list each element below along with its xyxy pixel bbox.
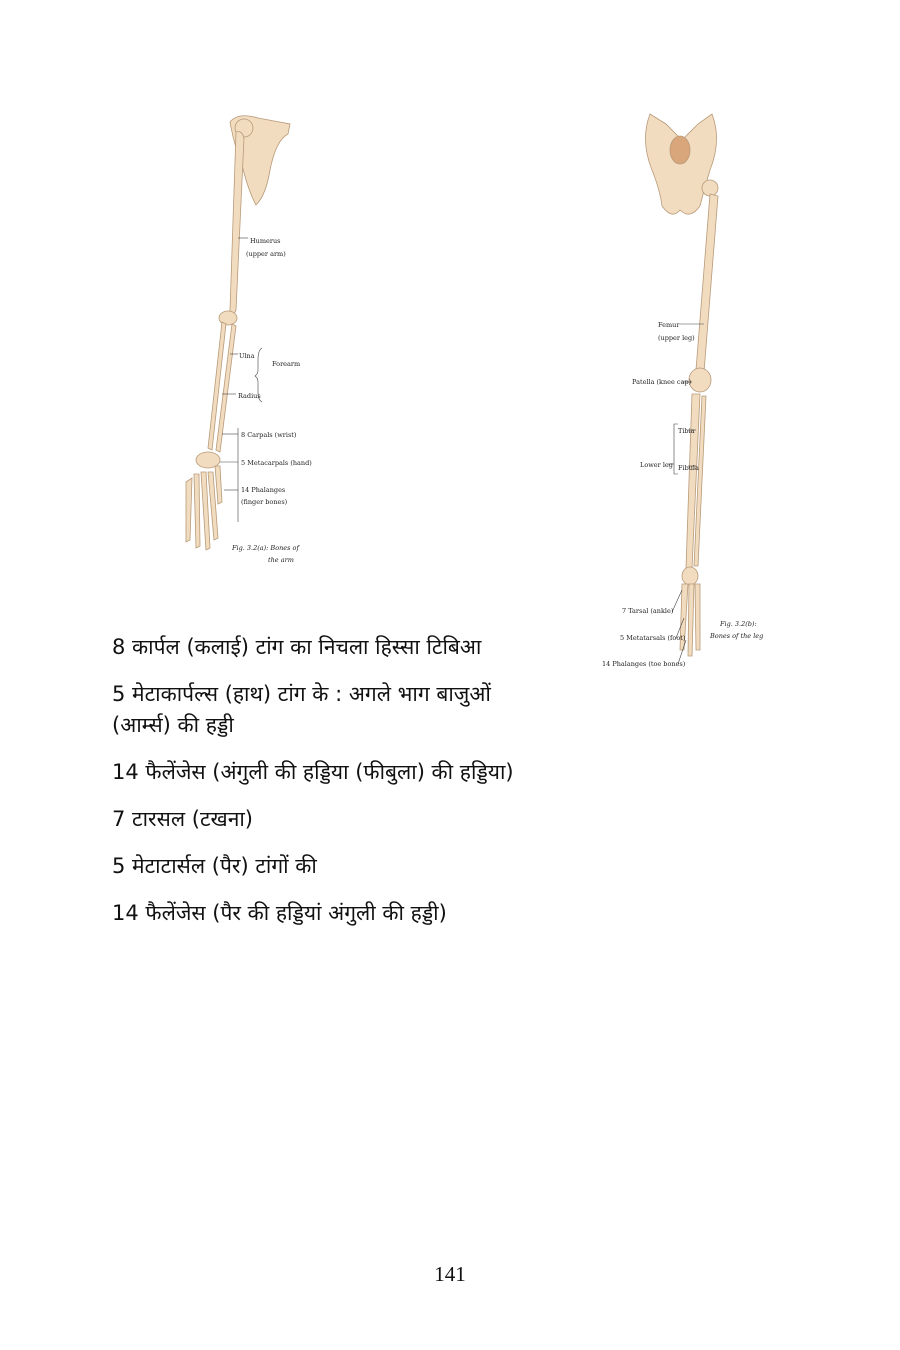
label-humerus-sub: (upper arm) — [246, 250, 286, 258]
arm-caption-line1: Fig. 3.2(a): Bones of — [232, 544, 299, 552]
label-lower-leg: Lower leg — [640, 461, 673, 469]
label-carpals: 8 Carpals (wrist) — [241, 431, 297, 439]
label-metatarsals: 5 Metatarsals (foot) — [620, 634, 686, 642]
label-metacarpals: 5 Metacarpals (hand) — [241, 459, 312, 467]
label-radius: Radius — [238, 392, 261, 400]
leg-caption-line1: Fig. 3.2(b): — [720, 620, 757, 628]
text-line-phalanges-toes: 14 फैलेंजेस (पैर की हड्डियां अंगुली की हड्डी) — [112, 901, 447, 925]
label-humerus: Humerus — [250, 237, 281, 245]
label-phalanges: 14 Phalanges (toe bones) — [602, 660, 686, 668]
label-ulna: Ulna — [239, 352, 255, 360]
label-phalanges-sub: (finger bones) — [241, 498, 288, 506]
label-forearm: Forearm — [272, 360, 301, 368]
text-line-metatarsal: 5 मेटाटार्सल (पैर) टांगों की — [112, 854, 317, 878]
arm-bones-figure — [178, 110, 318, 570]
text-line-phalanges-fingers: 14 फैलेंजेस (अंगुली की हड्डिया (फीबुला) की हड्डिया) — [112, 760, 514, 784]
label-femur: Femur — [658, 321, 680, 329]
page-number: 141 — [434, 1262, 466, 1286]
label-phalanges: 14 Phalanges — [241, 486, 286, 494]
text-line-carpals: 8 कार्पल (कलाई) टांग का निचला हिस्सा टिबिआ — [112, 635, 482, 659]
leg-caption-line2: Bones of the leg — [710, 632, 764, 640]
label-tarsal: 7 Tarsal (ankle) — [622, 607, 674, 615]
text-line-metacarpals: 5 मेटाकार्पल्स (हाथ) टांग के : अगले भाग बाजुओं — [112, 682, 491, 706]
arm-caption-line2: the arm — [268, 556, 294, 564]
label-fibula: Fibula — [678, 464, 699, 472]
label-tibia: Tibia — [678, 427, 695, 435]
leg-bones-figure — [600, 110, 765, 680]
label-femur-sub: (upper leg) — [658, 334, 695, 342]
text-line-arms: (आर्म्स) की हड्डी — [112, 713, 234, 737]
label-patella: Patella (knee cap) — [632, 378, 692, 386]
text-line-tarsal: 7 टारसल (टखना) — [112, 807, 253, 831]
